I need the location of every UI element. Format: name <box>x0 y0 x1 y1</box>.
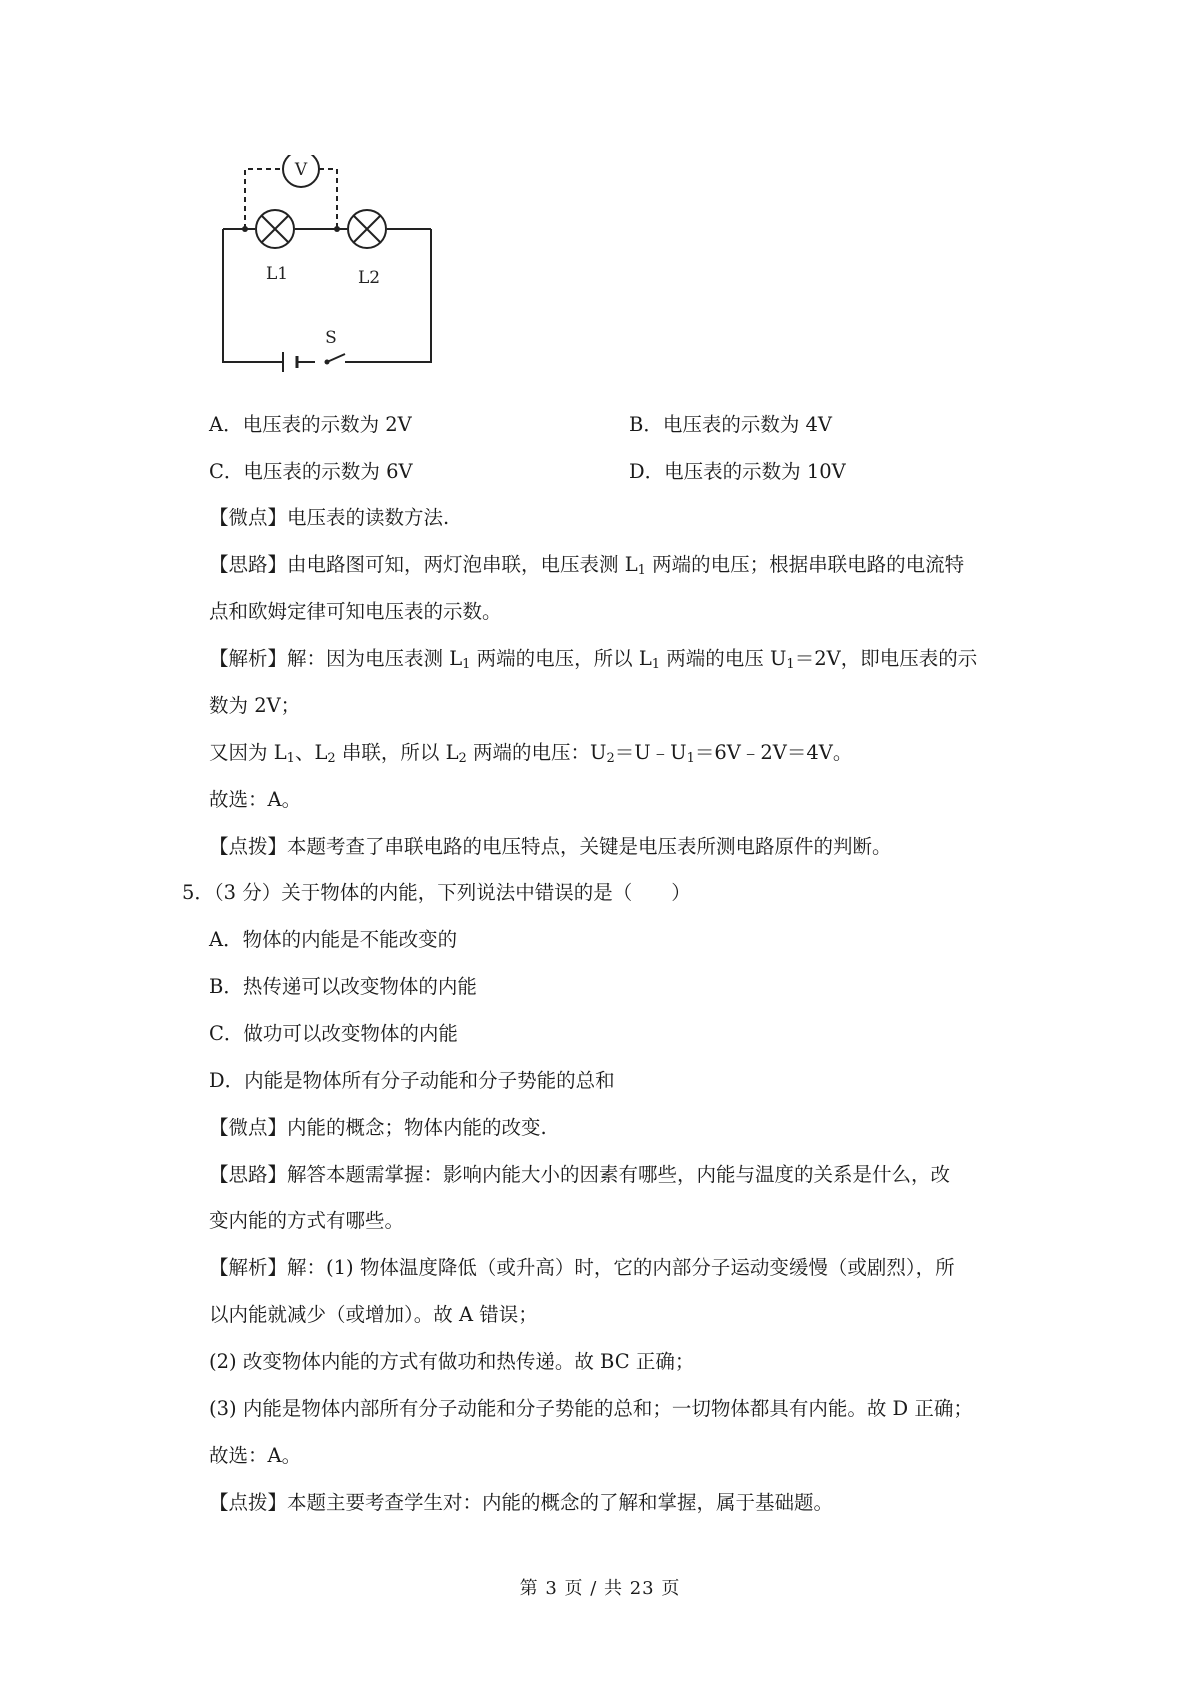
q4-option-d: D．电压表的示数为 10V <box>629 460 846 483</box>
switch-label: S <box>325 328 337 348</box>
q5-jiexi-line1: 【解析】解：(1) 物体温度降低（或升高）时，它的内部分子运动变缓慢（或剧烈），所 <box>209 1256 955 1279</box>
q4-jiexi-line3: 又因为 $L_1$、$L_2$ 串联，所以 $L_2$ 两端的电压：$U_2=U﹣U_1=6V﹣2V=4V$。 <box>209 741 853 766</box>
q5-jiexi-line3: (2) 改变物体内能的方式有做功和热传递。故 BC 正确； <box>209 1350 695 1373</box>
q4-jiexi-line2: 数为 2V； <box>209 694 301 717</box>
q4-option-a: A．电压表的示数为 2V <box>209 413 412 436</box>
voltmeter-label: V <box>294 160 308 180</box>
q4-option-b: B．电压表的示数为 4V <box>629 413 833 436</box>
q5-option-d: D．内能是物体所有分子动能和分子势能的总和 <box>209 1069 615 1092</box>
q4-jiexi-line1: 【解析】解：因为电压表测 $L_1$ 两端的电压，所以 $L_1$ 两端的电压 $U_1=2V$，即电压表的示 <box>209 647 978 672</box>
page-footer: 第 3 页 / 共 23 页 <box>519 1578 681 1599</box>
q5-jiexi-line2: 以内能就减少（或增加）。故 A 错误； <box>209 1303 538 1326</box>
q5-stem: 5．（3 分）关于物体的内能，下列说法中错误的是（ ） <box>182 881 691 904</box>
q5-weidian: 【微点】内能的概念；物体内能的改变. <box>209 1116 547 1139</box>
q5-option-b: B．热传递可以改变物体的内能 <box>209 975 477 998</box>
q5-jiexi-line4: (3) 内能是物体内部所有分子动能和分子势能的总和；一切物体都具有内能。故 D 正确； <box>209 1397 973 1420</box>
q5-silu-line2: 变内能的方式有哪些。 <box>209 1209 405 1232</box>
lamp1-label: L1 <box>265 264 289 284</box>
q5-option-c: C．做功可以改变物体的内能 <box>209 1022 458 1045</box>
q4-dianbo: 【点拨】本题考查了串联电路的电压特点，关键是电压表所测电路原件的判断。 <box>209 835 892 858</box>
q4-weidian: 【微点】电压表的读数方法. <box>209 506 450 529</box>
q5-silu-line1: 【思路】解答本题需掌握：影响内能大小的因素有哪些，内能与温度的关系是什么，改 <box>209 1163 951 1186</box>
q4-answer: 故选：A。 <box>209 788 302 811</box>
q5-answer: 故选：A。 <box>209 1444 302 1467</box>
q4-silu-line1: 【思路】由电路图可知，两灯泡串联，电压表测 $L_1$ 两端的电压；根据串联电路的电流特 <box>209 553 965 578</box>
q4-silu-line2: 点和欧姆定律可知电压表的示数。 <box>209 600 502 623</box>
q5-option-a: A．物体的内能是不能改变的 <box>209 928 458 951</box>
circuit-diagram <box>215 155 445 375</box>
lamp2-label: L2 <box>357 268 381 288</box>
q4-option-c: C．电压表的示数为 6V <box>209 460 413 483</box>
q5-dianbo: 【点拨】本题主要考查学生对：内能的概念的了解和掌握，属于基础题。 <box>209 1491 834 1514</box>
